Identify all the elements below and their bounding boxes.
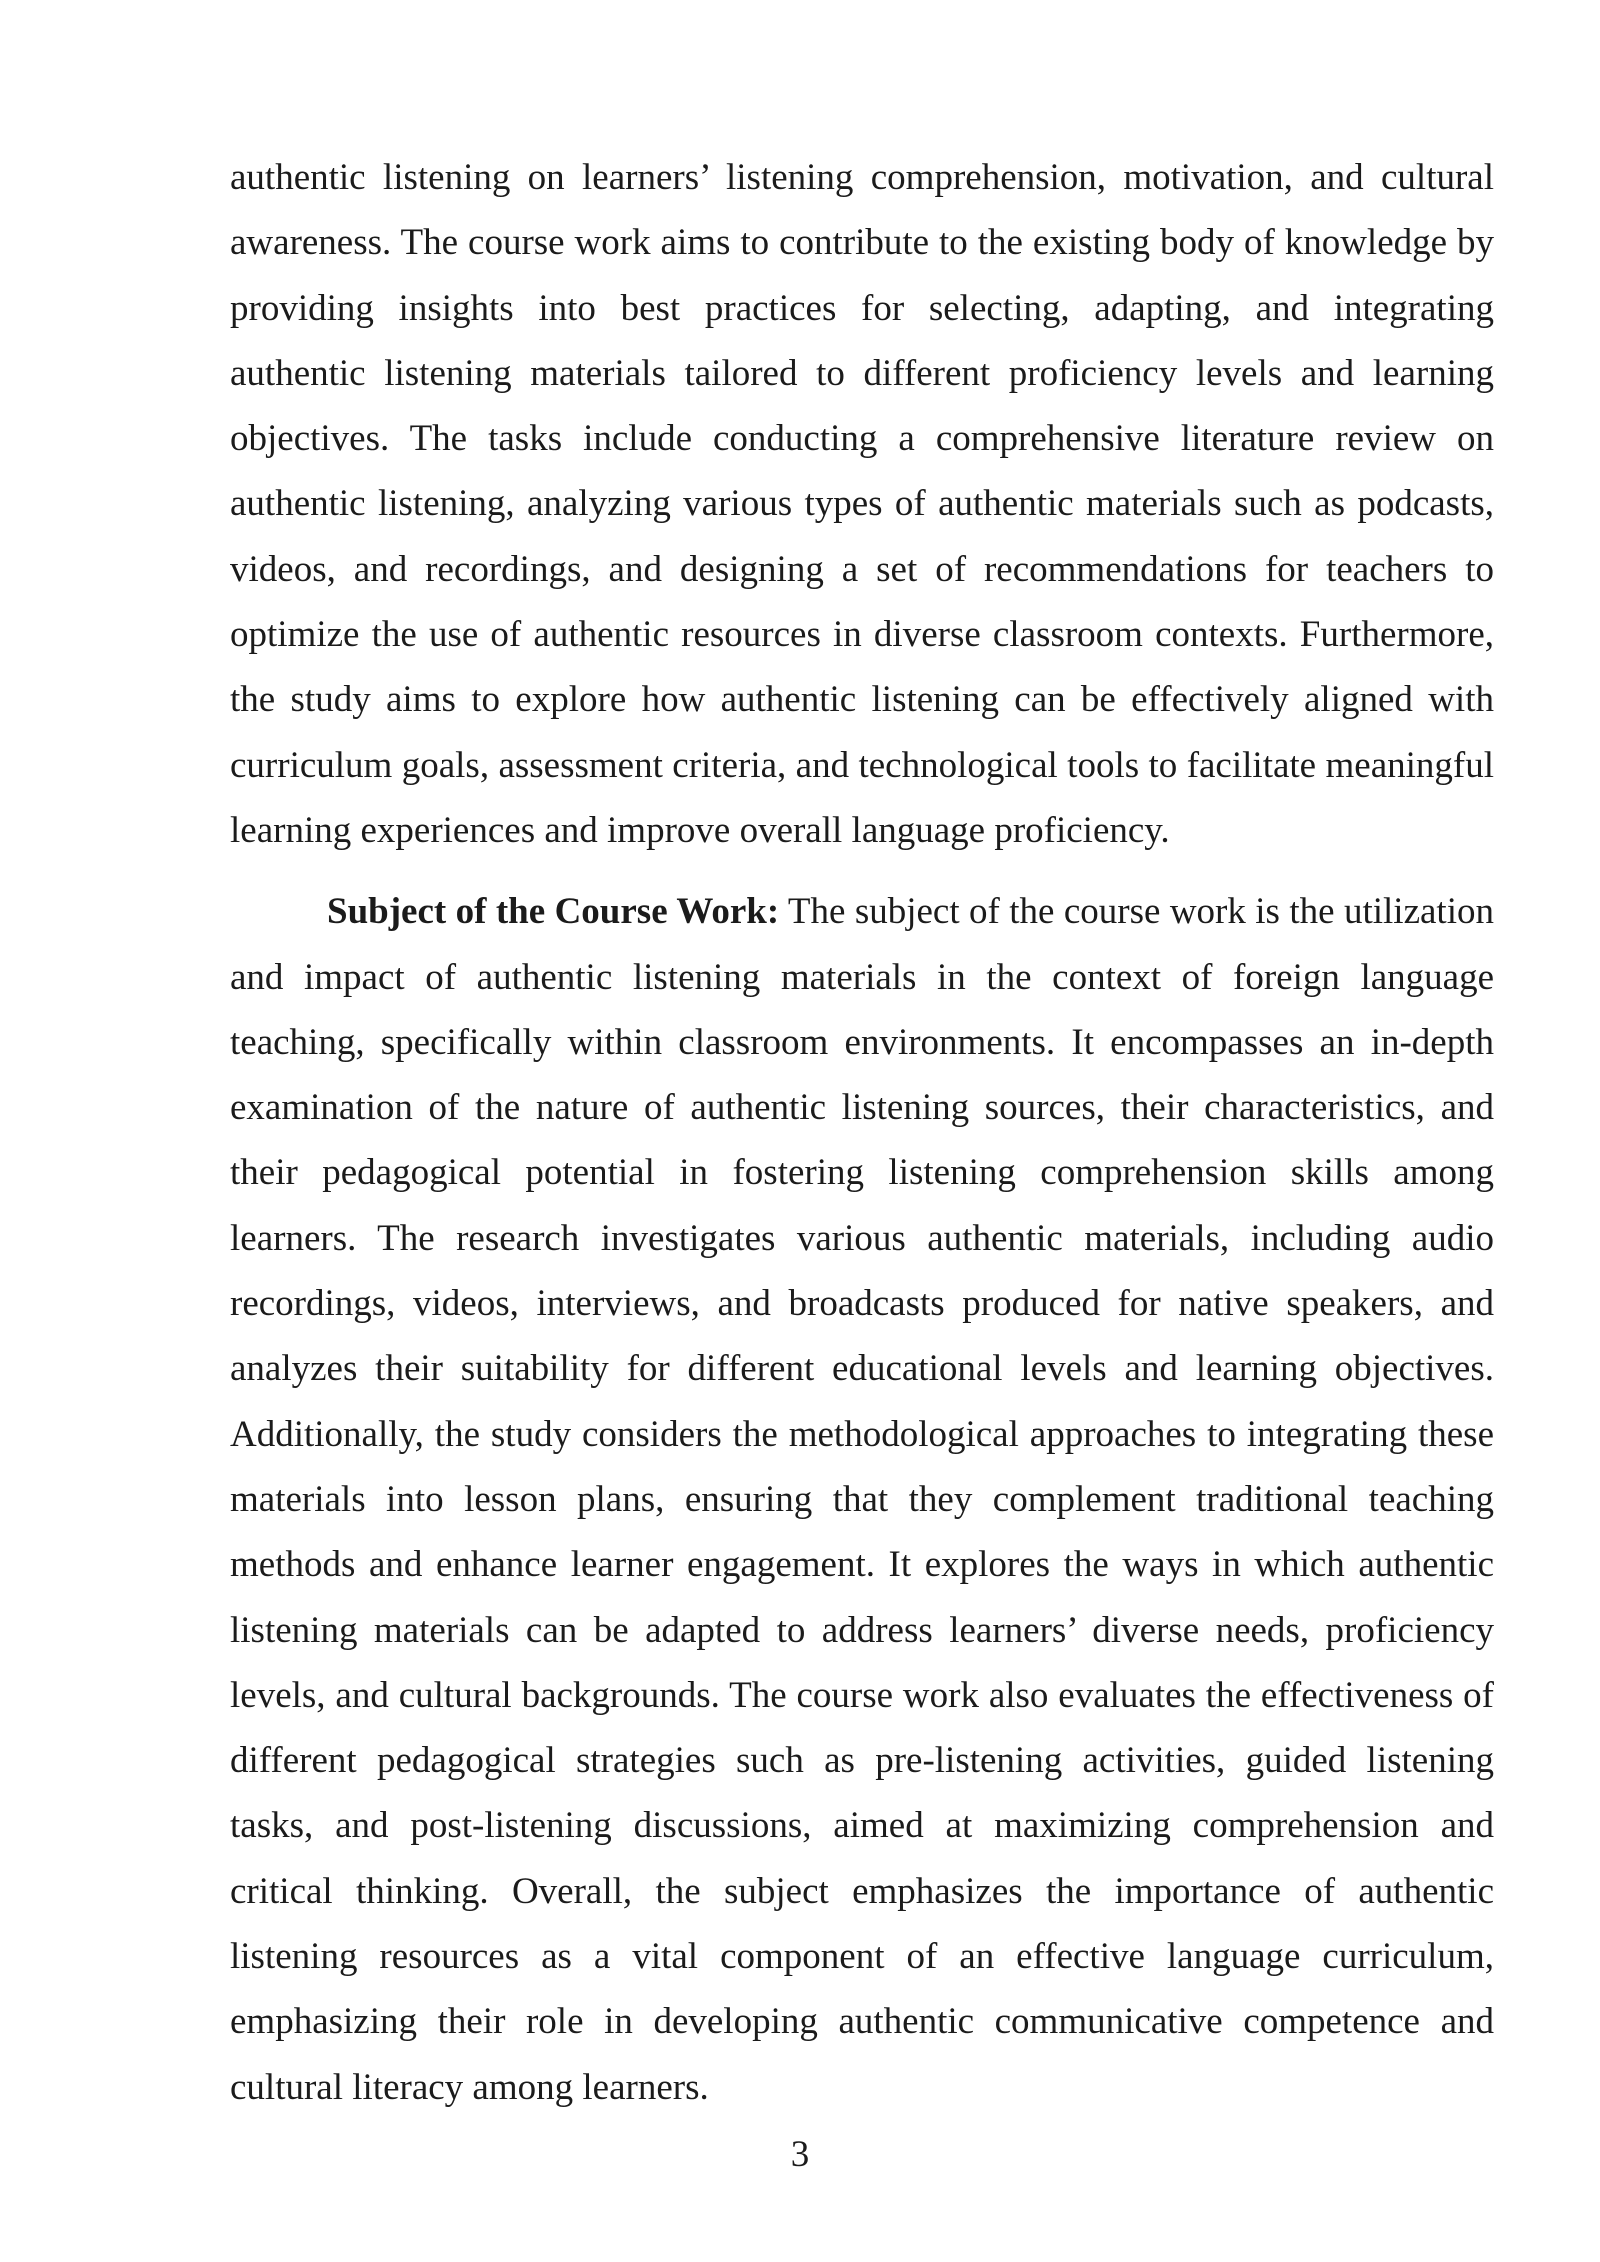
paragraph-continuation	[230, 145, 1494, 863]
page-number: 3	[790, 2134, 810, 2175]
paragraph-text: The subject of the course work is the utilization and impact of authentic listening materials in the context of foreign language teaching, specifically within classroom environments. It encompasses an in-depth examination of the nature of authentic listening sources, their characteristics, and their pedagogical potential in fostering listening comprehension skills among learners. The research investigates various authentic materials, including audio recordings, videos, interviews, and broadcasts produced for native speakers, and analyzes their suitability for different educational levels and learning objectives. Additionally, the study considers the methodological approaches to integrating these materials into lesson plans, ensuring that they complement traditional teaching methods and enhance learner engagement. It explores the ways in which authentic listening materials can be adapted to address learners’ diverse needs, proficiency levels, and cultural backgrounds. The course work also evaluates the effectiveness of different pedagogical strategies such as pre-listening activities, guided listening tasks, and post-listening discussions, aimed at maximizing comprehension and critical thinking. Overall, the subject emphasizes the importance of authentic listening resources as a vital component of an effective language curriculum, emphasizing their role in developing authentic communicative competence and cultural literacy among learners.	[230, 891, 1494, 2108]
paragraph-subject	[230, 879, 1494, 2120]
paragraph-heading: Subject of the Course Work:	[327, 891, 780, 933]
paragraph-text: authentic listening on learners’ listening comprehension, motivation, and cultural awareness. The course work aims to contribute to the existing body of knowledge by providing insights into best practices for selecting, adapting, and integrating authentic listening materials tailored to different proficiency levels and learning objectives. The tasks include conducting a comprehensive literature review on authentic listening, analyzing various types of authentic materials such as podcasts, videos, and recordings, and designing a set of recommendations for teachers to optimize the use of authentic resources in diverse classroom contexts. Furthermore, the study aims to explore how authentic listening can be effectively aligned with curriculum goals, assessment criteria, and technological tools to facilitate meaningful learning experiences and improve overall language proficiency.	[230, 157, 1494, 851]
page-body	[230, 145, 1494, 2120]
